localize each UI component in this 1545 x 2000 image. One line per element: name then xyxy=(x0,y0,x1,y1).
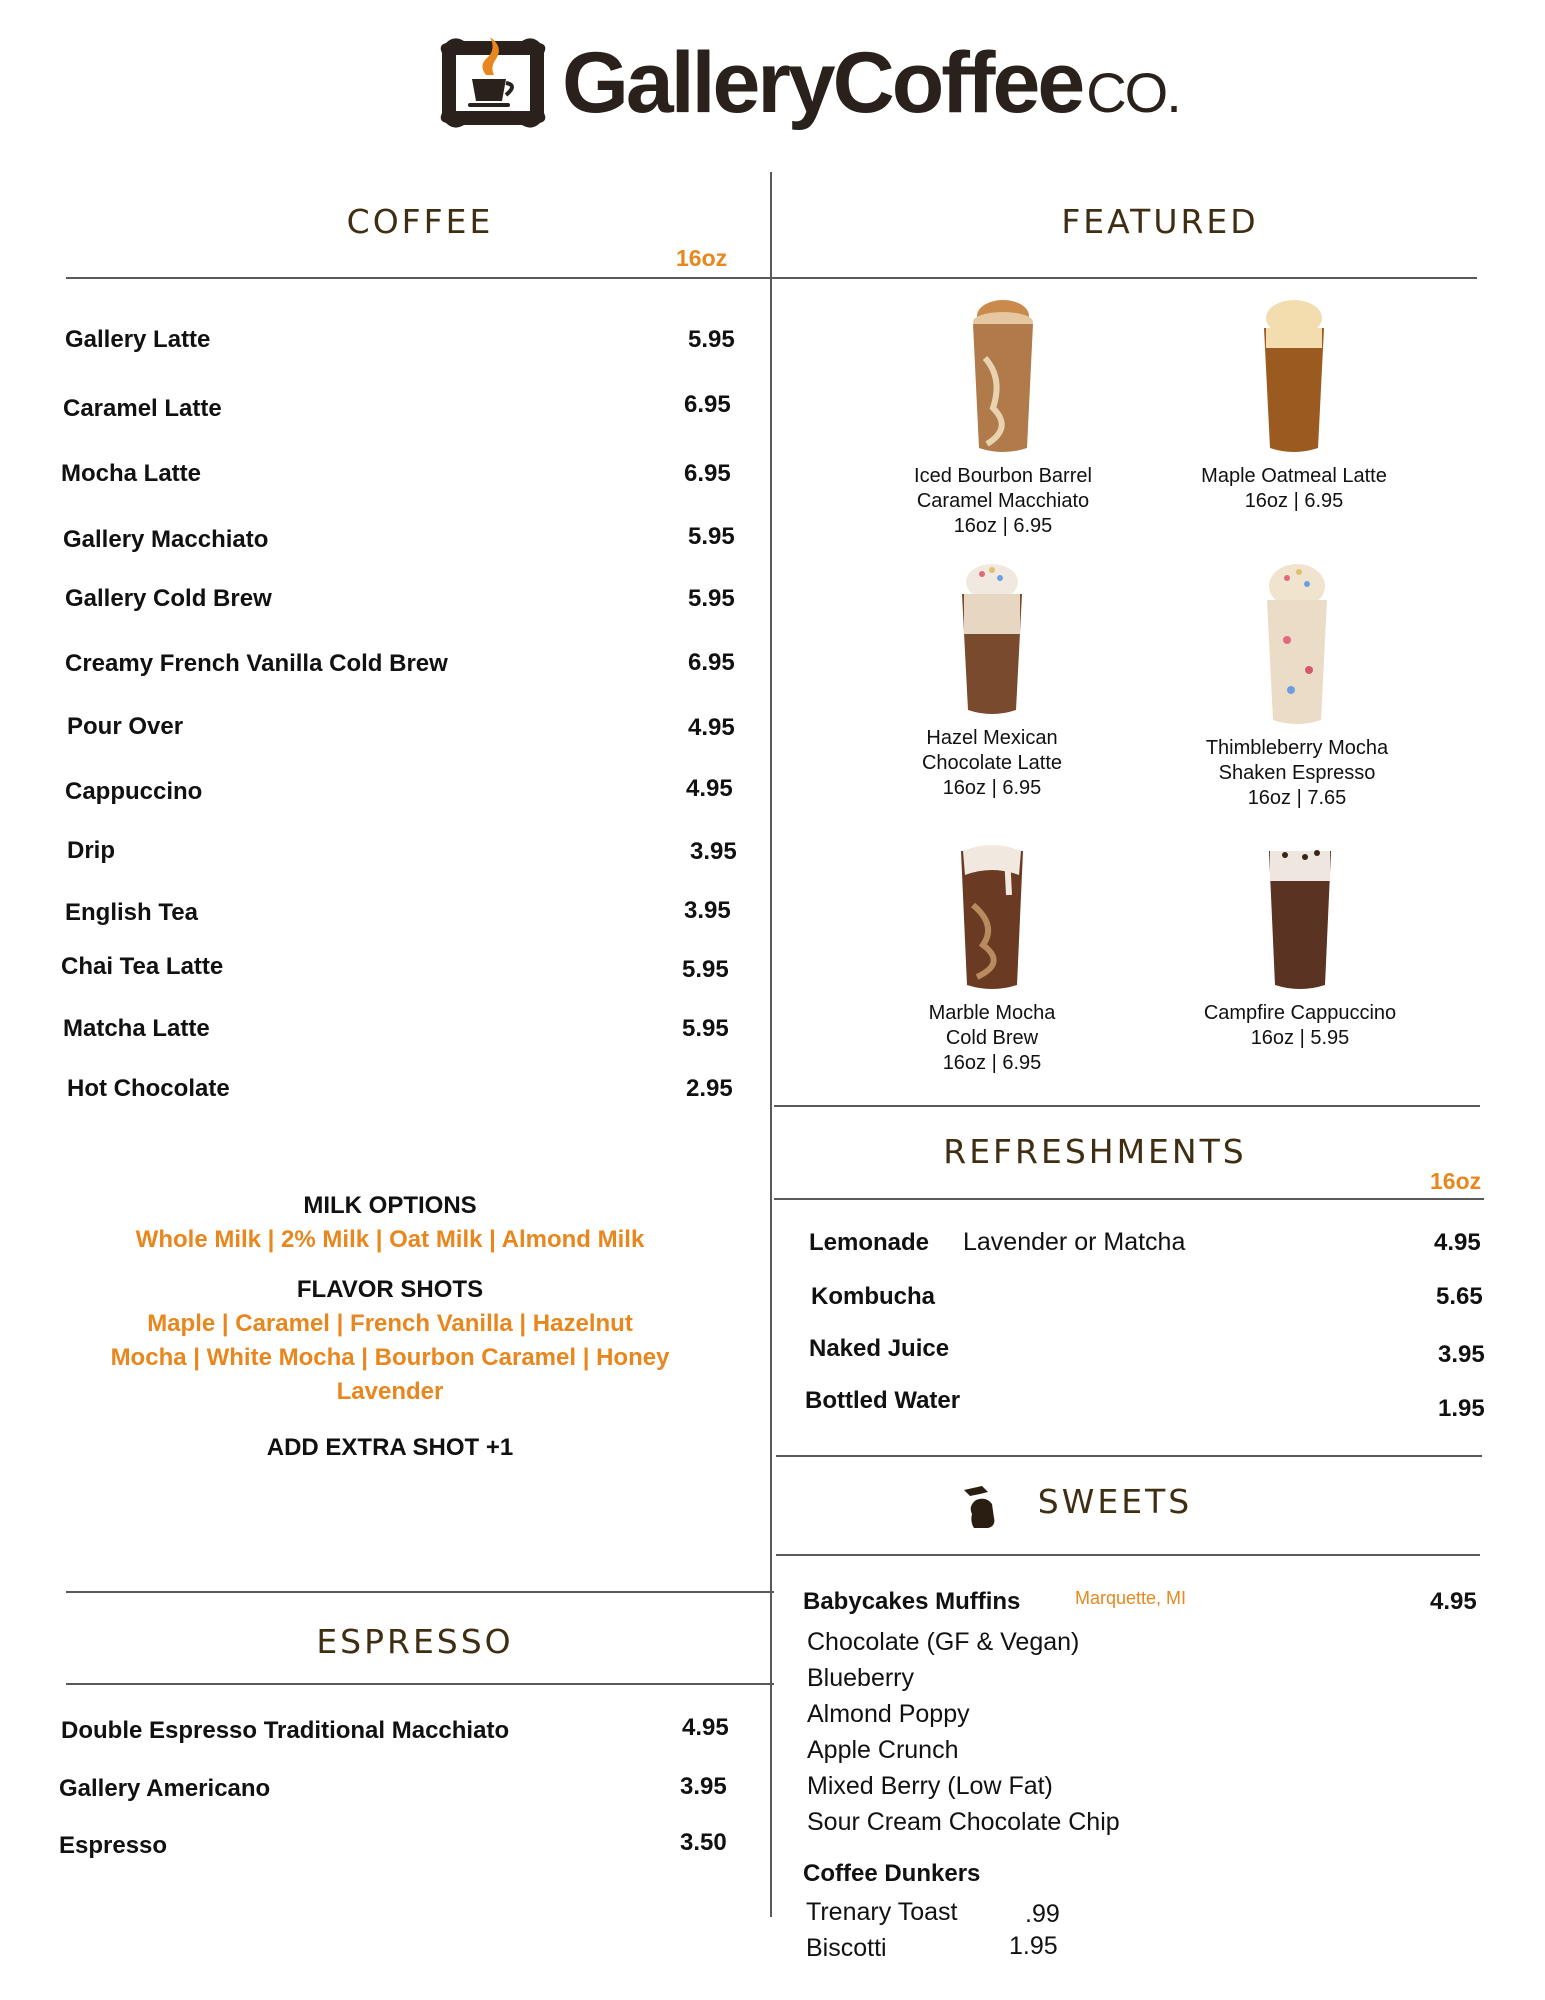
coffee-item-name: English Tea xyxy=(65,899,198,926)
espresso-item-name: Gallery Americano xyxy=(59,1775,271,1802)
coffee-item-price: 5.95 xyxy=(682,956,729,983)
coffee-item-price: 4.95 xyxy=(686,775,733,802)
brand-name: GalleryCoffeeCO. xyxy=(562,35,1180,131)
featured-item xyxy=(1154,298,1434,514)
refreshment-item-price: 5.65 xyxy=(1436,1283,1483,1310)
coffee-item-price: 3.95 xyxy=(684,897,731,924)
coffee-item-name: Cappuccino xyxy=(65,778,203,805)
coffee-item-name: Creamy French Vanilla Cold Brew xyxy=(65,650,448,677)
coffee-item-name: Mocha Latte xyxy=(61,460,202,487)
espresso-item-price: 3.50 xyxy=(680,1829,727,1856)
dunker-price: .99 xyxy=(1025,1900,1060,1928)
brand-suffix: CO. xyxy=(1086,61,1180,124)
refreshments-heading: REFRESHMENTS xyxy=(943,1132,1247,1171)
featured-line: Maple Oatmeal Latte xyxy=(1201,465,1387,487)
featured-line: 16oz | 6.95 xyxy=(942,777,1042,799)
flavor-shots-line: Mocha | White Mocha | Bourbon Caramel | Honey xyxy=(110,1344,670,1371)
coffee-item-name: Gallery Macchiato xyxy=(63,526,269,553)
coffee-item-name: Caramel Latte xyxy=(63,395,222,422)
coffee-item-price: 5.95 xyxy=(688,585,735,612)
espresso-top-divider xyxy=(66,1591,774,1593)
flavor-shots-line: Maple | Caramel | French Vanilla | Hazelnut xyxy=(147,1310,633,1337)
coffee-item-name: Hot Chocolate xyxy=(67,1075,230,1102)
extra-shot-note: ADD EXTRA SHOT +1 xyxy=(266,1434,514,1461)
flavor-shots-title: FLAVOR SHOTS xyxy=(296,1276,484,1303)
coffee-item-price: 5.95 xyxy=(688,523,735,550)
milk-options-list: Whole Milk | 2% Milk | Oat Milk | Almond Milk xyxy=(135,1226,645,1253)
muffin-flavor: Almond Poppy xyxy=(807,1700,970,1728)
sweets-top-divider xyxy=(776,1455,1482,1457)
coffee-item-price: 5.95 xyxy=(682,1015,729,1042)
coffee-item-price: 6.95 xyxy=(684,391,731,418)
muffin-flavor: Sour Cream Chocolate Chip xyxy=(807,1808,1120,1836)
featured-divider xyxy=(770,277,1477,279)
muffin-flavor: Blueberry xyxy=(807,1664,914,1692)
featured-line: Shaken Espresso xyxy=(1218,762,1376,784)
coffee-dunkers-title: Coffee Dunkers xyxy=(803,1860,981,1887)
espresso-item-name: Double Espresso Traditional Macchiato xyxy=(61,1717,510,1744)
featured-line: Cold Brew xyxy=(945,1027,1039,1049)
muffins-name: Babycakes Muffins xyxy=(803,1588,1021,1615)
featured-item xyxy=(852,835,1132,1076)
coffee-item-price: 6.95 xyxy=(684,460,731,487)
refreshment-item-price: 3.95 xyxy=(1438,1341,1485,1368)
featured-line: Iced Bourbon Barrel xyxy=(914,465,1092,487)
sweets-divider xyxy=(776,1554,1480,1556)
refreshment-item-name: Naked Juice xyxy=(809,1335,950,1362)
coffee-cup-frame-icon xyxy=(434,31,552,135)
iced-drink-photo-icon xyxy=(963,298,1043,458)
featured-line: 16oz | 6.95 xyxy=(953,515,1053,537)
coffee-size-tag: 16oz xyxy=(676,245,728,271)
espresso-heading: ESPRESSO xyxy=(316,1622,514,1661)
muffin-flavor: Apple Crunch xyxy=(807,1736,959,1764)
refreshments-divider xyxy=(774,1198,1484,1200)
refreshment-item-name: Kombucha xyxy=(811,1283,936,1310)
refreshment-item-price: 1.95 xyxy=(1438,1395,1485,1422)
coffee-item-price: 2.95 xyxy=(686,1075,733,1102)
espresso-item-price: 3.95 xyxy=(680,1773,727,1800)
featured-line: 16oz | 7.65 xyxy=(1247,787,1347,809)
muffin-flavor: Mixed Berry (Low Fat) xyxy=(807,1772,1053,1800)
center-divider xyxy=(770,172,772,1917)
refreshment-item-price: 4.95 xyxy=(1434,1229,1481,1256)
featured-item xyxy=(852,560,1132,801)
dunker-name: Trenary Toast xyxy=(806,1898,958,1926)
coffee-item-name: Chai Tea Latte xyxy=(61,953,224,980)
coffee-item-price: 6.95 xyxy=(688,649,735,676)
coffee-item-name: Gallery Latte xyxy=(65,326,211,353)
espresso-item-price: 4.95 xyxy=(682,1714,729,1741)
featured-item xyxy=(1160,835,1440,1051)
coffee-item-price: 5.95 xyxy=(688,326,735,353)
sweets-heading: SWEETS xyxy=(1037,1482,1193,1521)
refreshments-size-tag: 16oz xyxy=(1430,1168,1482,1194)
featured-line: Campfire Cappuccino xyxy=(1203,1002,1397,1024)
refreshments-top-divider xyxy=(774,1105,1480,1107)
dunker-name: Biscotti xyxy=(806,1934,887,1962)
coffee-item-price: 3.95 xyxy=(690,838,737,865)
iced-drink-photo-icon xyxy=(1257,560,1337,730)
iced-drink-photo-icon xyxy=(947,835,1037,995)
refreshment-item-note: Lavender or Matcha xyxy=(963,1228,1186,1256)
coffee-item-price: 4.95 xyxy=(688,714,735,741)
featured-line: 16oz | 6.95 xyxy=(1244,490,1344,512)
milk-options-title: MILK OPTIONS xyxy=(303,1192,477,1219)
featured-line: Hazel Mexican xyxy=(926,727,1058,749)
coffee-item-name: Gallery Cold Brew xyxy=(65,585,272,612)
michigan-icon xyxy=(960,1484,1004,1535)
featured-line: Chocolate Latte xyxy=(921,752,1063,774)
featured-line: Marble Mocha xyxy=(928,1002,1056,1024)
featured-heading: FEATURED xyxy=(1061,202,1259,241)
espresso-divider xyxy=(66,1683,774,1685)
logo xyxy=(434,28,1180,138)
muffins-location: Marquette, MI xyxy=(1075,1588,1187,1608)
iced-drink-photo-icon xyxy=(952,560,1032,720)
featured-line: 16oz | 5.95 xyxy=(1250,1027,1350,1049)
featured-line: Caramel Macchiato xyxy=(916,490,1090,512)
coffee-item-name: Drip xyxy=(67,837,115,864)
iced-drink-photo-icon xyxy=(1255,835,1345,995)
espresso-item-name: Espresso xyxy=(59,1832,168,1859)
muffin-flavor: Chocolate (GF & Vegan) xyxy=(807,1628,1080,1656)
muffins-price: 4.95 xyxy=(1430,1588,1477,1615)
featured-line: Thimbleberry Mocha xyxy=(1205,737,1389,759)
flavor-shots-line: Lavender xyxy=(336,1378,444,1405)
dunker-price: 1.95 xyxy=(1009,1932,1058,1960)
coffee-item-name: Matcha Latte xyxy=(63,1015,210,1042)
refreshment-item-name: Bottled Water xyxy=(805,1387,961,1414)
coffee-divider xyxy=(66,277,770,279)
coffee-item-name: Pour Over xyxy=(67,713,184,740)
iced-drink-photo-icon xyxy=(1254,298,1334,458)
featured-item xyxy=(1157,560,1437,811)
featured-line: 16oz | 6.95 xyxy=(942,1052,1042,1074)
refreshment-item-name: Lemonade xyxy=(809,1229,930,1256)
featured-item xyxy=(863,298,1143,539)
coffee-heading: COFFEE xyxy=(346,202,494,241)
